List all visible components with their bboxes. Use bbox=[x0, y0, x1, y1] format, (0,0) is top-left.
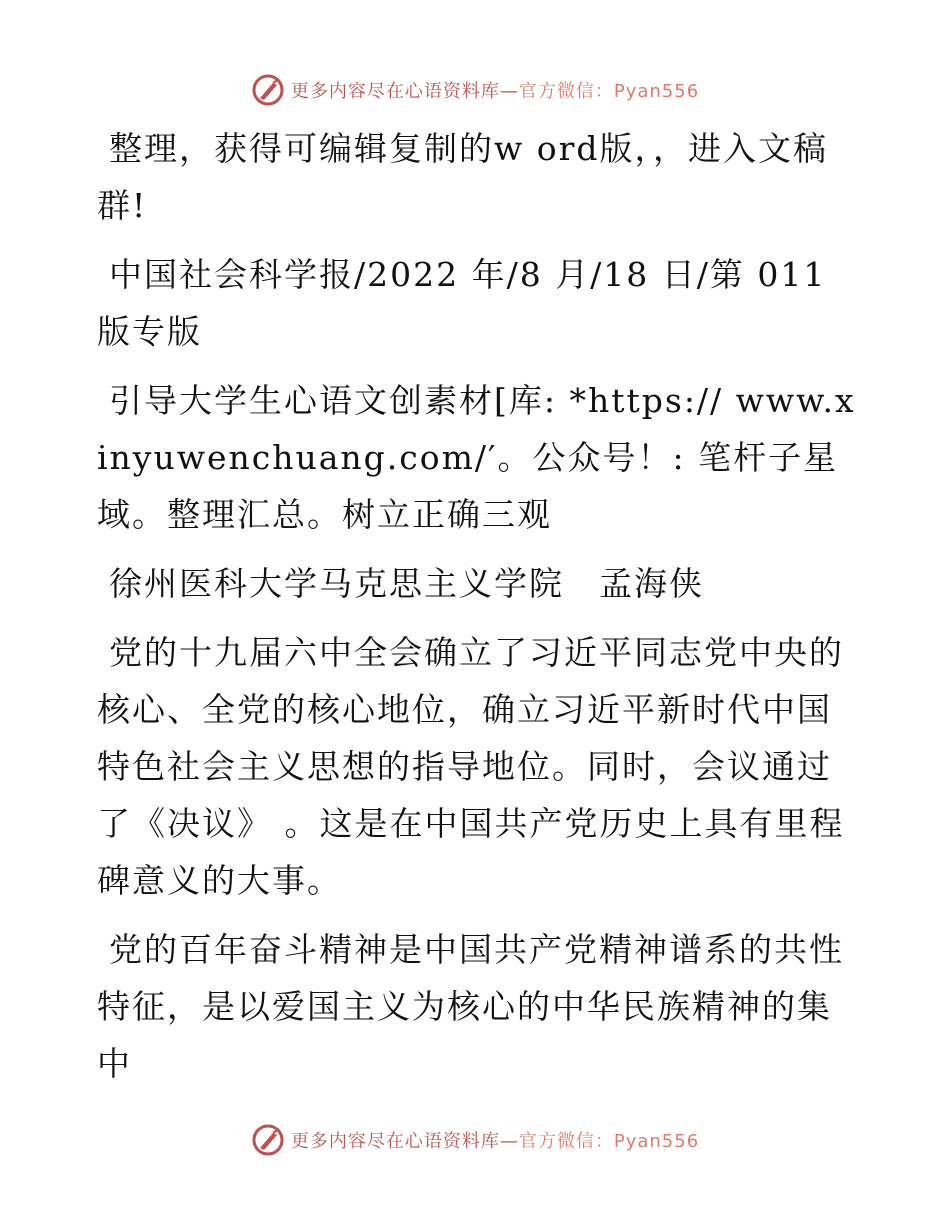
paragraph-source: 中国社会科学报/2022 年/8 月/18 日/第 011 版专版 bbox=[97, 255, 827, 351]
banner-main-text: 更多内容尽在心语资料库 bbox=[290, 1131, 500, 1152]
banner-main-text: 更多内容尽在心语资料库 bbox=[290, 81, 500, 102]
banner-wechat-label: 官方微信：Pyan556 bbox=[518, 1131, 700, 1152]
banner-text bbox=[291, 77, 699, 103]
paragraph-body-2: 党的百年奋斗精神是中国共产党精神谱系的共性特征，是以爱国主义为核心的中华民族精神的集中 bbox=[97, 930, 844, 1083]
footer-banner bbox=[0, 1118, 950, 1162]
paragraph-author: 徐州医科大学马克思主义学院 孟海侠 bbox=[109, 564, 704, 603]
header-banner bbox=[0, 68, 950, 112]
quill-circle-logo-icon bbox=[251, 1123, 285, 1157]
paragraph-intro: 整理，获得可编辑复制的w ord版，，进入文稿群! bbox=[97, 129, 829, 225]
banner-text bbox=[291, 1127, 699, 1153]
paragraph-note: 引导大学生心语文创素材[库: *https:// www.xinyuwenchuang.com/′。公众号！: 笔杆子星域。整理汇总。树立正确三观 bbox=[97, 381, 856, 534]
document-body bbox=[97, 120, 857, 1104]
quill-circle-logo-icon bbox=[251, 73, 285, 107]
banner-separator: — bbox=[499, 1131, 519, 1152]
banner-separator: — bbox=[499, 81, 519, 102]
banner-wechat-label: 官方微信：Pyan556 bbox=[518, 81, 700, 102]
paragraph-body-1: 党的十九届六中全会确立了习近平同志党中央的核心、全党的核心地位，确立习近平新时代中国特色社会主义思想的指导地位。同时，会议通过了《决议》 。这是在中国共产党历史上具有里程碑意义的大事。 bbox=[97, 633, 845, 900]
